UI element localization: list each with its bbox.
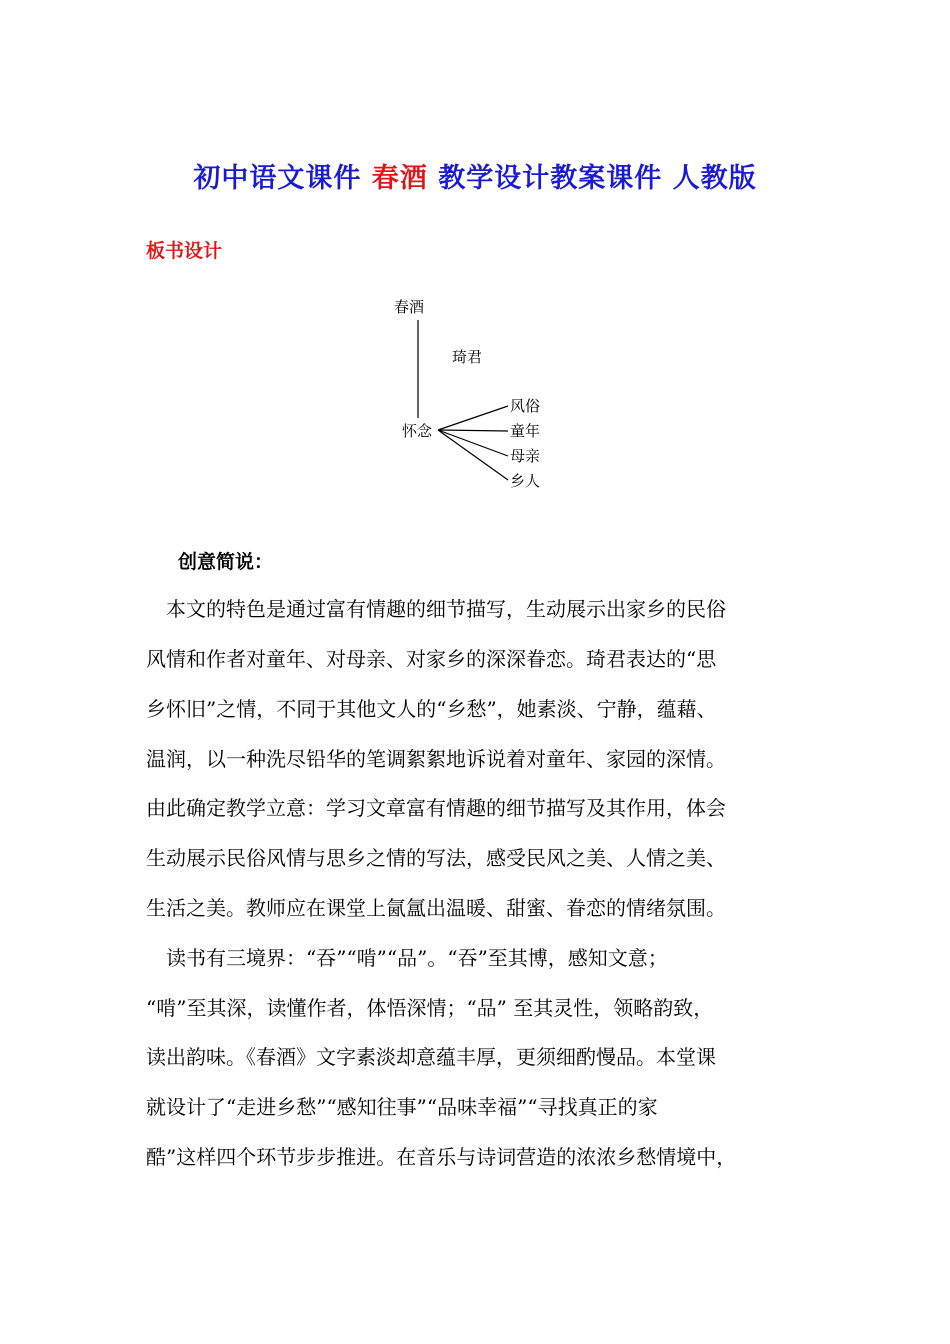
diagram-branch-3: 母亲: [510, 447, 541, 465]
body-line: “啃”至其深，读懂作者，体悟深情；“品” 至其灵性，领略韵致，: [146, 996, 714, 1020]
body-line: 生动展示民俗风情与思乡之情的写法，感受民风之美、人情之美、: [146, 846, 726, 870]
diagram-top-label: 春酒: [394, 298, 425, 316]
diagram-author-label: 琦君: [452, 348, 483, 366]
diagram-branch-4: 乡人: [510, 472, 541, 490]
body-line: 由此确定教学立意：学习文章富有情趣的细节描写及其作用，体会: [146, 796, 726, 820]
diagram-hub-label: 怀念: [402, 422, 433, 440]
diagram-branch-line-3: [438, 430, 508, 456]
diagram-branch-line-2: [438, 430, 508, 431]
subheading-creative-summary: 创意简说：: [178, 551, 274, 573]
body-line: 乡怀旧”之情，不同于其他文人的“乡愁”，她素淡、宁静，蕴藉、: [146, 697, 717, 721]
body-line: 温润，以一种洗尽铅华的笔调絮絮地诉说着对童年、家园的深情。: [146, 747, 726, 771]
diagram-branch-2: 童年: [510, 422, 541, 440]
body-line: 本文的特色是通过富有情趣的细节描写，生动展示出家乡的民俗: [146, 597, 726, 621]
body-line: 就设计了“走进乡愁”“感知往事”“品味幸福”“寻找真正的家: [146, 1095, 658, 1119]
document-title: [0, 156, 950, 195]
blackboard-diagram: [380, 290, 570, 500]
diagram-branch-line-4: [438, 430, 508, 480]
body-line: 风情和作者对童年、对母亲、对家乡的深深眷恋。琦君表达的“思: [146, 647, 717, 671]
body-line: 酷”这样四个环节步步推进。在音乐与诗词营造的浓浓乡愁情境中，: [146, 1145, 737, 1169]
section-heading-blackboard: 板书设计: [146, 240, 223, 262]
body-line: 读出韵味。《春酒》文字素淡却意蕴丰厚，更须细酌慢品。本堂课: [146, 1045, 716, 1069]
body-line: 读书有三境界：“吞”“啃”“品”。“吞”至其博，感知文意；: [146, 946, 668, 970]
title-part-1: 初中语文课件: [193, 163, 372, 194]
title-lesson-name: 春酒: [371, 163, 428, 194]
body-line: 生活之美。教师应在课堂上氤氲出温暖、甜蜜、眷恋的情绪氛围。: [146, 896, 726, 920]
title-part-3: 教学设计教案课件 人教版: [427, 163, 757, 194]
diagram-branch-1: 风俗: [510, 397, 541, 415]
diagram-branch-line-1: [438, 406, 508, 430]
